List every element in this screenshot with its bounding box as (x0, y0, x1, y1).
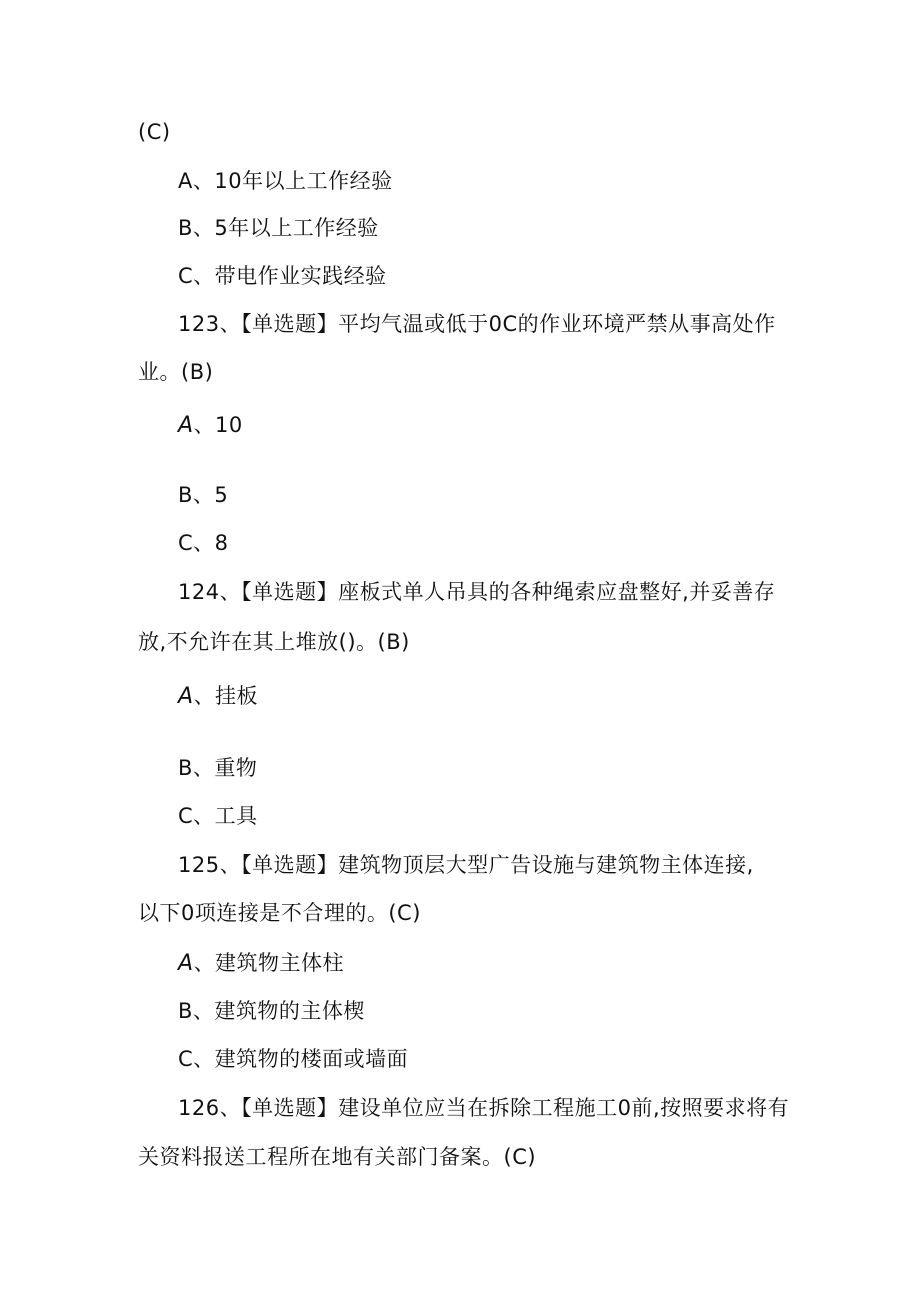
option-c: C、工具 (178, 804, 258, 828)
question-126-cont: 关资料报送工程所在地有关部门备案。(C) (138, 1145, 537, 1169)
question-124: 124、【单选题】座板式单人吊具的各种绳索应盘整好,并妥善存 (178, 580, 776, 604)
option-a (178, 411, 243, 440)
option-b: B、建筑物的主体楔 (178, 999, 365, 1023)
option-letter: A (178, 413, 194, 438)
option-b: B、5 (178, 483, 229, 507)
question-123-cont: 业。(B) (138, 360, 214, 384)
answer-prev: (C) (138, 120, 171, 144)
option-text: 、挂板 (193, 684, 259, 708)
option-a: A、10年以上工作经验 (178, 169, 393, 193)
question-124-cont: 放,不允许在其上堆放()。(B) (138, 630, 410, 654)
option-a (178, 682, 258, 711)
option-text: 、10 (193, 413, 243, 437)
option-letter: A (178, 951, 194, 976)
option-c: C、8 (178, 531, 229, 555)
option-b: B、重物 (178, 756, 258, 780)
option-letter: A (178, 684, 194, 709)
option-c: C、带电作业实践经验 (178, 264, 387, 288)
question-125: 125、【单选题】建筑物顶层大型广告设施与建筑物主体连接, (178, 853, 754, 877)
option-a (178, 949, 344, 978)
option-b: B、5年以上工作经验 (178, 216, 379, 240)
question-126: 126、【单选题】建设单位应当在拆除工程施工0前,按照要求将有 (178, 1096, 790, 1120)
option-c: C、建筑物的楼面或墙面 (178, 1047, 409, 1071)
question-123: 123、【单选题】平均气温或低于0C的作业环境严禁从事高处作 (178, 312, 776, 336)
question-125-cont: 以下0项连接是不合理的。(C) (138, 901, 421, 925)
option-text: 、建筑物主体柱 (193, 951, 345, 975)
